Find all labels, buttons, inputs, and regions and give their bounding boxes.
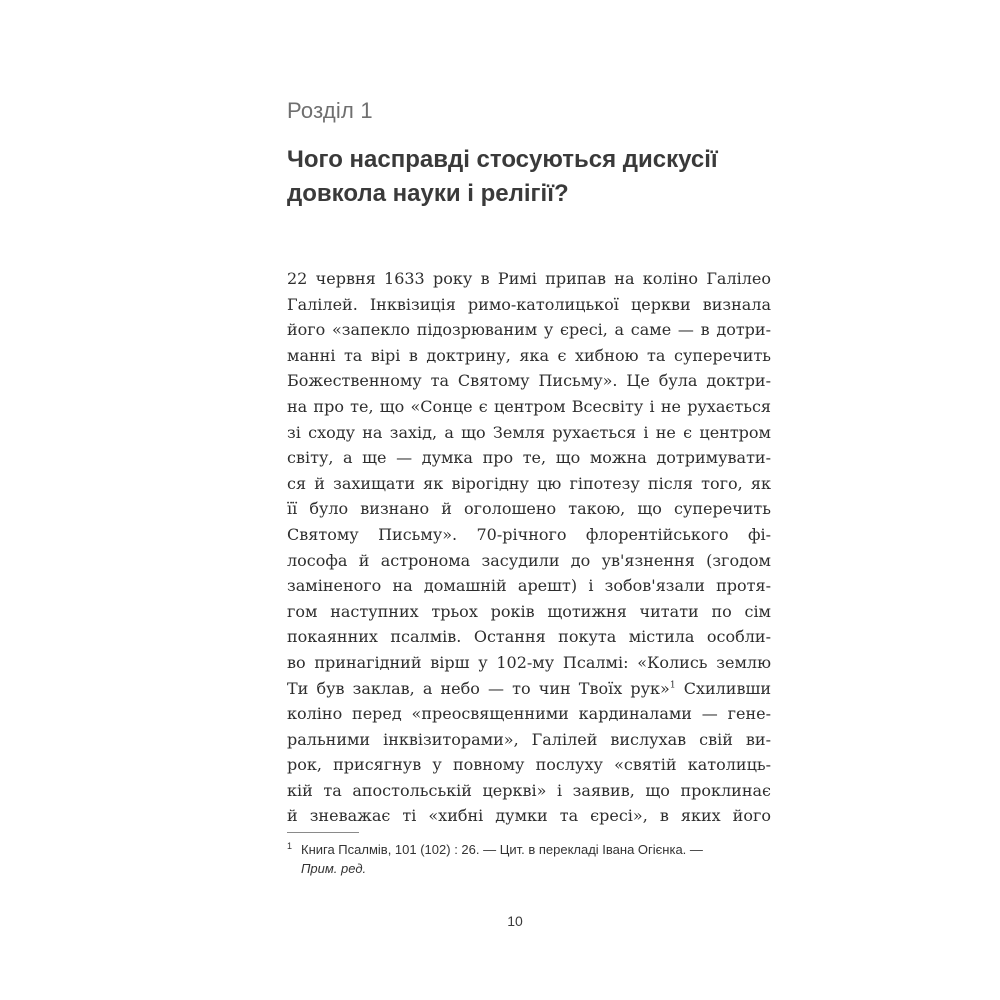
body-line: манні та вірі в доктрину, яка є хибною та суперечить — [287, 345, 771, 365]
footnote-reference[interactable]: 1 — [669, 680, 676, 691]
body-line: кій та апостольській церкві» і заявив, що проклинає — [287, 780, 771, 800]
body-line: во принагідний вірш у 102-му Псалмі: «Колись землю — [287, 652, 771, 672]
body-line: Божественному та Святому Письму». Це була доктри- — [287, 371, 771, 391]
body-line: на про те, що «Сонце є центром Всесвіту і не рухається — [287, 396, 771, 416]
body-line: покаянних псалмів. Остання покута містила особли- — [287, 627, 771, 647]
footnote-editor-note: Прим. ред. — [301, 861, 367, 876]
body-line: зі сходу на захід, а що Земля рухається і не є центром — [287, 422, 771, 442]
body-line: Святому Письму». 70-річного флорентійського фі- — [287, 524, 771, 544]
chapter-label: Розділ 1 — [287, 98, 373, 123]
page-number-text: 10 — [507, 913, 523, 929]
body-line: лософа й астронома засудили до ув'язнення (згодом — [287, 550, 771, 570]
body-line — [287, 266, 771, 292]
body-line: заміненого на домашній арешт) і зобов'язали протя- — [287, 576, 771, 596]
footnote-number: 1 — [287, 841, 293, 851]
body-line: світу, а ще — думка про те, що можна дотримувати- — [287, 448, 771, 468]
body-line-text: Схиливши — [675, 678, 772, 698]
body-line: й зневажає ті «хибні думки та єресі», в яких його — [287, 806, 771, 826]
body-line-with-footnote — [287, 676, 771, 702]
footnote — [287, 840, 771, 878]
footnote-text: Книга Псалмів, 101 (102) : 26. — Цит. в перекладі Івана Огієнка. — — [301, 842, 703, 857]
body-line: його «запекло підозрюваним у єресі, а саме — в дотри- — [287, 320, 771, 340]
body-text — [287, 266, 771, 829]
body-line: гом наступних трьох років щотижня читати по сім — [287, 601, 771, 621]
body-line-text: 22 червня 1633 року в Римі припав на коліно Галілео — [287, 269, 771, 288]
body-line: Галілей. Інквізиція римо-католицької церкви визнала — [287, 294, 771, 314]
body-line: рок, присягнув у повному послуху «святій католиць- — [287, 755, 771, 775]
chapter-title-line: довкола науки і релігії? — [287, 180, 569, 207]
body-line: ся й захищати як вірогідну цю гіпотезу після того, як — [287, 473, 771, 493]
chapter-title-line: Чого насправді стосуються дискусії — [287, 146, 718, 173]
body-line: коліно перед «преосвященними кардиналами — гене- — [287, 704, 771, 724]
body-line-text: Ти був заклав, а небо — то чин Твоїх рук» — [287, 678, 670, 698]
chapter-title — [287, 143, 747, 211]
footnote-divider — [287, 832, 359, 833]
footnote-body — [301, 840, 771, 878]
body-line: ральними інквізиторами», Галілей вислухав свій ви- — [287, 729, 771, 749]
body-line: її було визнано й оголошено такою, що суперечить — [287, 499, 771, 519]
page-number — [0, 913, 1000, 929]
